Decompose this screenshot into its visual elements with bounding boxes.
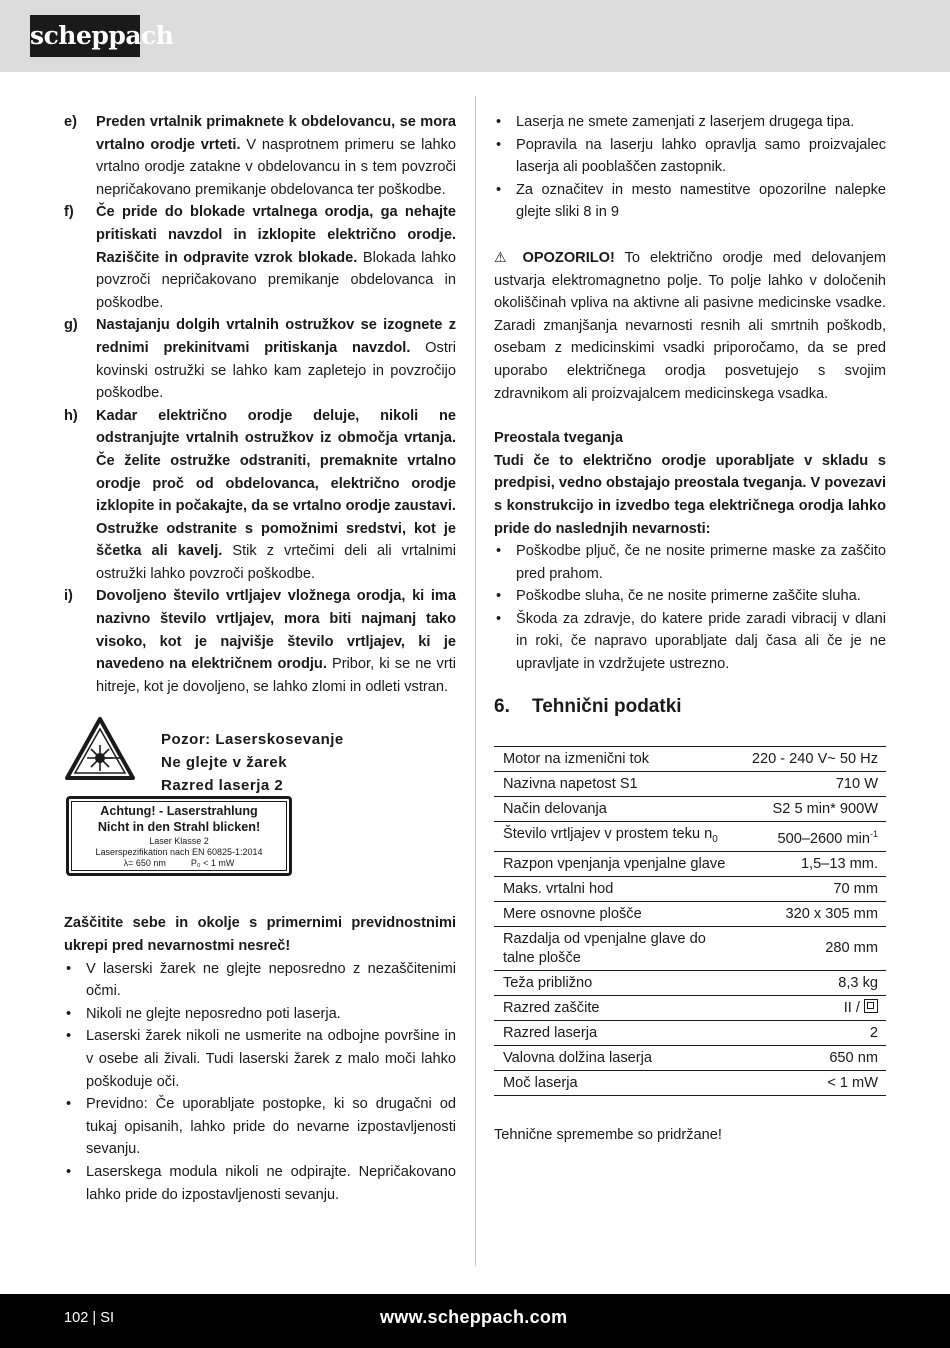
header-bar (0, 0, 950, 72)
spec-table (494, 746, 886, 1096)
list-item: • V laserski žarek ne glejte neposredno z nezaščitenimi očmi. (66, 960, 456, 1000)
residual-title: Preostala tveganja (494, 430, 623, 447)
list-item-f: f) Če pride do blokade vrtalnega orodja, ga nehajte pritiskati navzdol in izklopite električno orodje. Raziščite in odpravite vzrok blokade. Blokada lahko povzroči nepričakovano premikanje obdelovanca in poškodbe. (64, 204, 456, 311)
list-item-g: g) Nastajanju dolgih vrtalnih ostružkov se izognete z rednimi prekinitvami pritiskanja navzdol. Ostri kovinski ostružki se lahko kam zapletejo in povzročijo poškodbe. (64, 317, 456, 402)
table-row: Mere osnovne plošče 320 x 305 mm (494, 901, 886, 926)
list-item: • Laserski žarek nikoli ne usmerite na odbojne površine in v osebe ali živali. Tudi laserski žarek z malo moči lahko poškoduje oči. (66, 1028, 456, 1090)
right-column (494, 111, 886, 1146)
list-item: • Popravila na laserju lahko opravlja samo proizvajalec laserja ali pooblaščen zastopnik. (496, 136, 886, 176)
list-item: • Škoda za zdravje, do katere pride zaradi vibracij v dlani in roki, če napravo uporabljate dalj časa ali če je ne upravljate in vzdržujete ustrezno. (496, 610, 886, 673)
column-divider (475, 96, 476, 1266)
list-item: • Nikoli ne glejte neposredno poti laserja. (66, 1005, 341, 1022)
left-column (64, 111, 456, 1206)
laser-warning-icon (64, 716, 136, 782)
table-row: Motor na izmenični tok 220 - 240 V~ 50 Hz (494, 746, 886, 771)
spec-note: Tehnične spremembe so pridržane! (494, 1126, 722, 1143)
laser-warning-block (64, 716, 456, 912)
table-row: Način delovanja S2 5 min* 900W (494, 796, 886, 821)
protection-class-icon (864, 999, 878, 1013)
table-row: Valovna dolžina laserja 650 nm (494, 1045, 886, 1070)
list-item-i: i) Dovoljeno število vrtljajev vložnega orodja, ki ima nazivno število vrtljajev, mora biti najmanj tako visoko, kot je najvišje število vrtljajev, ki je navedeno na električnem orodju. Pribor, ki se ne vrti hitreje, kot je dovoljeno, se lahko zlomi in odleti vstran. (64, 588, 457, 695)
page-number: 102 | SI (64, 1310, 115, 1326)
list-item-h: h) Kadar električno orodje deluje, nikoli ne odstranjujte vrtalnih ostružkov iz območja vrtanja. Če želite ostružke odstraniti, premaknite vrtalno orodje proč od obdelovanca, električno orodje izklopite in počakajte, da se vrtalno orodje zaustavi. Ostružke odstranite s pomožnimi sredstvi, kot je ščetka ali kavelj. Stik z vrtečimi deli ali vrtalnimi ostružki lahko povzroči poškodbe. (64, 407, 456, 582)
table-row: Maks. vrtalni hod 70 mm (494, 876, 886, 901)
table-row: Razpon vpenjanja vpenjalne glave 1,5–13 mm. (494, 851, 886, 876)
warning-triangle-icon: ⚠ (494, 248, 513, 265)
list-item: • Previdno: Če uporabljate postopke, ki so drugačni od tukaj opisanih, lahko pride do nevarne izpostavljenosti sevanju. (66, 1096, 456, 1158)
warning-paragraph: ⚠ OPOZORILO! To električno orodje med delovanjem ustvarja elektromagnetno polje. To polje lahko v določenih okoliščinah vpliva na aktivne ali pasivne medicinske vsadke. Zaradi zmanjšanja nevarnosti resnih ali smrtnih poškodb, osebam z medicinskimi vsadki priporočamo, da se pred uporabo električnega orodja posvetujejo s svojim zdravnikom ali proizvajalcem medicinskega vsadka. (494, 248, 886, 402)
list-item: • Laserskega modula nikoli ne odpirajte. Nepričakovano lahko pride do izpostavljenosti sevanju. (66, 1163, 456, 1203)
table-row: Število vrtljajev v prostem teku $n_0$ 500–2600 $\min^{-1}$ (494, 821, 886, 851)
website-link[interactable]: www.scheppach.com (380, 1307, 568, 1327)
list-item: • Za označitev in mesto namestitve opozorilne nalepke glejte sliki 8 in 9 (496, 181, 886, 221)
residual-intro: Tudi če to električno orodje uporabljate v skladu s predpisi, vedno obstajajo preostala tveganja. V povezavi s konstrukcijo in izvedbo tega električnega orodja lahko pride do naslednjih nevarnosti: (494, 452, 886, 537)
table-row: Razred laserja 2 (494, 1020, 886, 1045)
laser-label: Achtung! - Laserstrahlung Nicht in den Strahl blicken! Laser Klasse 2 Laserspezifikation nach EN 60825-1:2014 λ= 650 nm P₀ < 1 mW (66, 796, 292, 876)
table-row: Moč laserja < 1 mW (494, 1070, 886, 1095)
scheppach-logo: scheppach (30, 15, 140, 57)
table-row: Razdalja od vpenjalne glave do talne plošče 280 mm (494, 926, 886, 970)
table-row: Razred zaščite II / (494, 995, 886, 1020)
table-row: Teža približno 8,3 kg (494, 970, 886, 995)
list-item: • Laserja ne smete zamenjati z laserjem drugega tipa. (496, 114, 855, 130)
footer-bar (0, 1294, 950, 1348)
table-row: Nazivna napetost S1 710 W (494, 771, 886, 796)
section-heading: 6. Tehnični podatki (494, 695, 682, 717)
list-item: • Poškodbe sluha, če ne nosite primerne zaščite sluha. (496, 588, 861, 605)
list-item: • Poškodbe pljuč, če ne nosite primerne maske za zaščito pred prahom. (496, 543, 886, 582)
laser-heading: Pozor: Laserskosevanje Ne glejte v žarek Razred laserja 2 (161, 731, 344, 795)
protect-title: Zaščitite sebe in okolje s primernimi previdnostnimi ukrepi pred nevarnostmi nesreč! (64, 915, 456, 955)
list-item-e: e) Preden vrtalnik primaknete k obdelovancu, se mora vrtalno orodje vrteti. V nasprotnem primeru se lahko vrtalno orodje zatakne v obdelovancu in s tem povzroči nepričakovano premikanje obdelovanca ter poškodbe. (64, 114, 456, 198)
